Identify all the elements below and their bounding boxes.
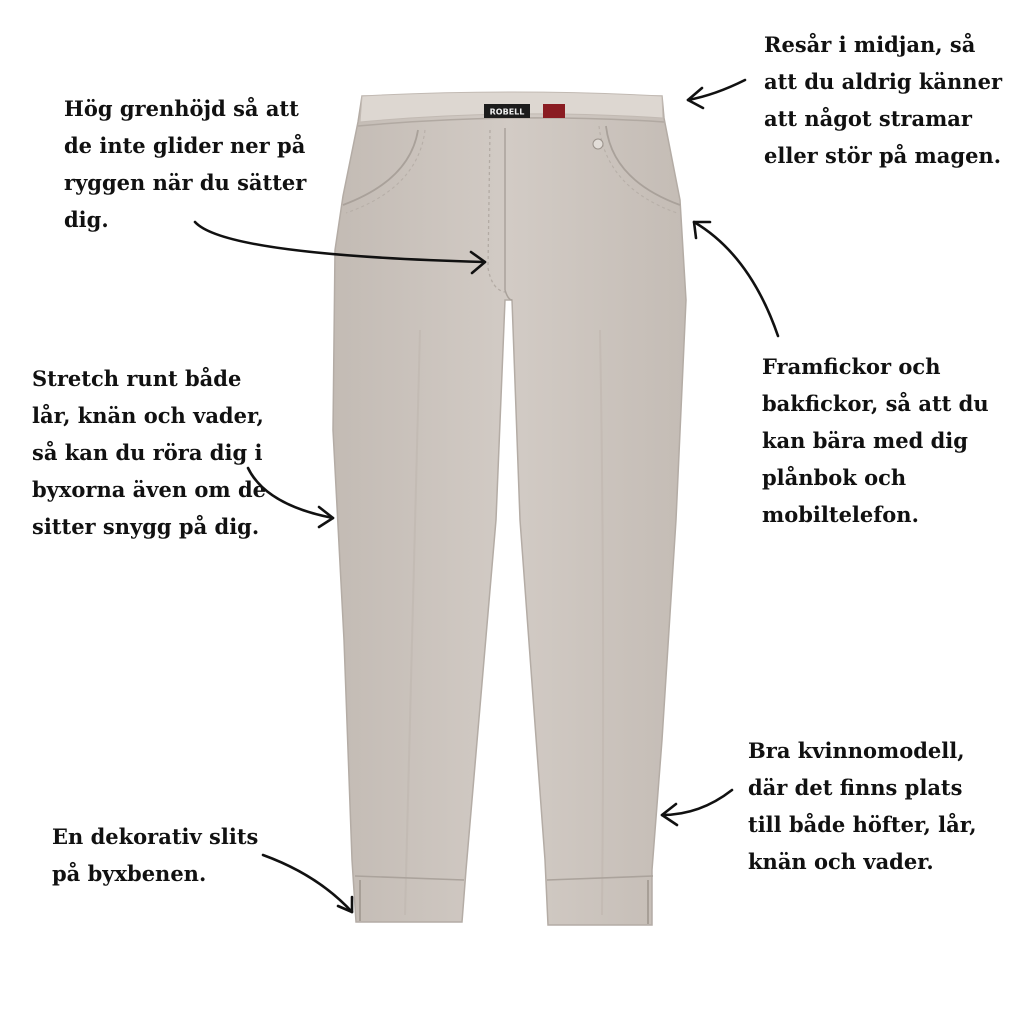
annotation-decorative-slit: En dekorativ slits på byxbenen. [52, 824, 259, 886]
annotation-fit: Bra kvinnomodell, där det finns plats till både höfter, lår, knän och vader. [748, 738, 977, 874]
arrow-waist-icon [688, 80, 745, 108]
arrow-fit-icon [662, 790, 732, 825]
annotation-crotch-height: Hög grenhöjd så att de inte glider ner på ryggen när du sätter dig. [64, 96, 307, 232]
arrow-pockets-icon [694, 222, 778, 336]
annotation-pockets: Framfickor och bakfickor, så att du kan bära med dig plånbok och mobiltelefon. [762, 354, 989, 527]
annotation-stretch: Stretch runt både lår, knän och vader, så kan du röra dig i byxorna även om de sitter snygg på dig. [32, 366, 266, 539]
trousers-body [333, 96, 686, 925]
red-label [543, 104, 565, 118]
brand-label-text: ROBELL [489, 107, 525, 117]
rivet-icon [593, 139, 603, 149]
arrow-slit-icon [263, 855, 352, 912]
annotation-elastic-waist: Resår i midjan, så att du aldrig känner att något stramar eller stör på magen. [764, 32, 1003, 168]
